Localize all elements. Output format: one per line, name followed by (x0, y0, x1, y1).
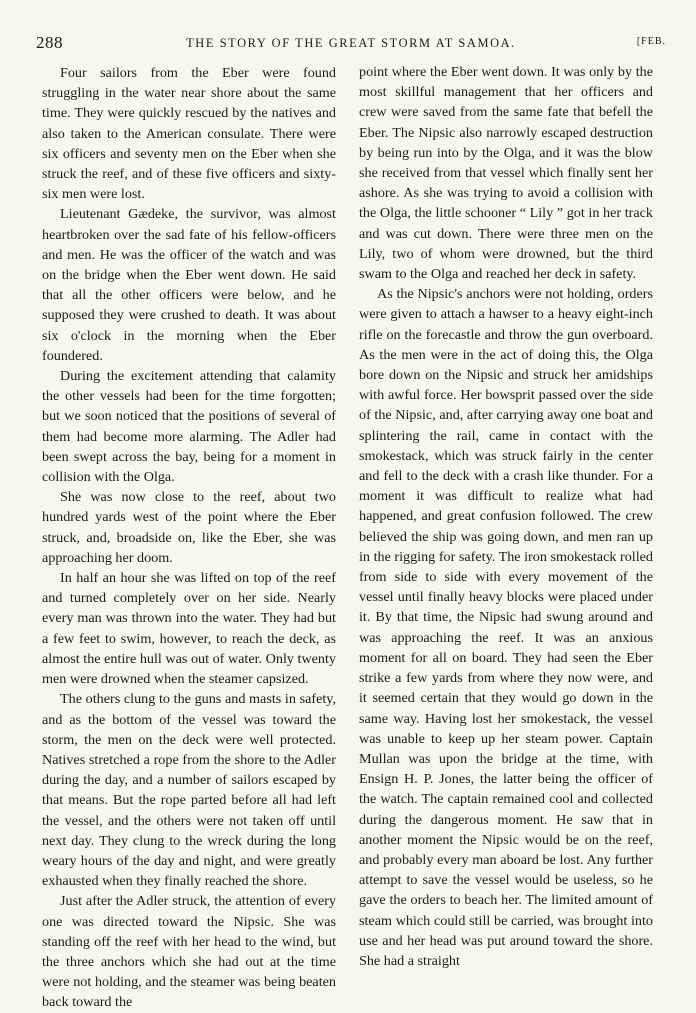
paragraph: She was now close to the reef, about two hundred yards west of the point where the Eber struck, and, broadside on, like the Eber, she was approaching her doom. (42, 489, 336, 566)
paragraph: Just after the Adler struck, the attention of every one was directed toward the Nipsic. She was standing off the reef with her head to the wind, but the three anchors which she had out at the time were not holding, and the steamer was being beaten back toward the (42, 893, 336, 1011)
page-number: 288 (36, 33, 63, 52)
paragraph: Four sailors from the Eber were found struggling in the water near shore about the same time. They were quickly rescued by the natives and also taken to the American consulate. There were six officers and seventy men on the Eber when she struck the reef, and of these five officers and sixty-six men were lost. (42, 65, 336, 203)
paragraph-continued: point where the Eber went down. It was only by the most skillful management that her officers and crew were saved from the same fate that befell the Eber. The Nipsic also narrowly escaped destruction by being run into by the Olga, and it was the blow she received from that vessel which finally sent her ashore. As she was trying to avoid a collision with the Olga, the little schooner “ Lily ” got in her track and was cut down. There were three men on the Lily, two of whom were drowned, but the third swam to the Olga and reached her deck in safety. (359, 64, 653, 283)
running-title: THE STORY OF THE GREAT STORM AT SAMOA. (186, 36, 516, 50)
running-month: [FEB. (636, 36, 666, 47)
paragraph: Lieutenant Gædeke, the survivor, was almost heartbroken over the sad fate of his fellow-officers and men. He was the officer of the watch and was on the bridge when the Eber went down. He said that all the other officers were below, and he supposed they were crushed to death. It was about six o'clock in the morning when the Eber foundered. (42, 206, 336, 364)
paragraph: As the Nipsic's anchors were not holding, orders were given to attach a hawser to a heavy eight-inch rifle on the forecastle and throw the gun overboard. As the men were in the act of doing this, the Olga bore down on the Nipsic and struck her amidships with awful force. Her bowsprit passed over the side of the Nipsic, and, after carrying away one boat and splintering the rail, came in contact with the smokestack, which was struck fairly in the center and fell to the deck with a crash like thunder. For a moment it was difficult to realize what had happened, and great confusion followed. The crew believed the ship was going down, and men ran up in the rigging for safety. The iron smokestack rolled from side to side with every movement of the vessel until finally heavy blocks were placed under it. By that time, the Nipsic had swung around and was approaching the reef. It was an anxious moment for all on board. They had seen the Eber strike a few yards from where they now were, and it seemed certain that they would go down in the same way. Having lost her smokestack, the vessel was unable to keep up her steam power. Captain Mullan was upon the bridge at the time, with Ensign H. P. Jones, the latter being the officer of the watch. The captain remained cool and collected during the dangerous moment. He saw that in another moment the Nipsic would be on the reef, and probably every man aboard be lost. Any further attempt to save the vessel would be useless, so he gave the orders to beach her. The limited amount of steam which could still be carried, was brought into use and her head was put around toward the shore. She had a straight (359, 286, 653, 969)
left-column (42, 63, 336, 1013)
paragraph: The others clung to the guns and masts in safety, and as the bottom of the vessel was toward the storm, the men on the deck were well protected. Natives stretched a rope from the shore to the Adler during the day, and a number of sailors escaped by that means. But the rope parted before all had left the vessel, and the others were not taken off until next day. They clung to the wreck during the long weary hours of the day and night, and were greatly exhausted when they finally reached the shore. (42, 691, 336, 890)
right-column (359, 62, 653, 971)
paragraph: In half an hour she was lifted on top of the reef and turned completely over on her side. Nearly every man was thrown into the water. They had but a few feet to swim, however, to reach the deck, as almost the entire hull was out of water. Only twenty men were drowned when the steamer capsized. (42, 570, 336, 688)
page-header (36, 33, 666, 55)
paragraph: During the excitement attending that calamity the other vessels had been for the time forgotten; but we soon noticed that the positions of several of them had become more alarming. The Adler had been swept across the bay, being for a moment in collision with the Olga. (42, 368, 336, 486)
